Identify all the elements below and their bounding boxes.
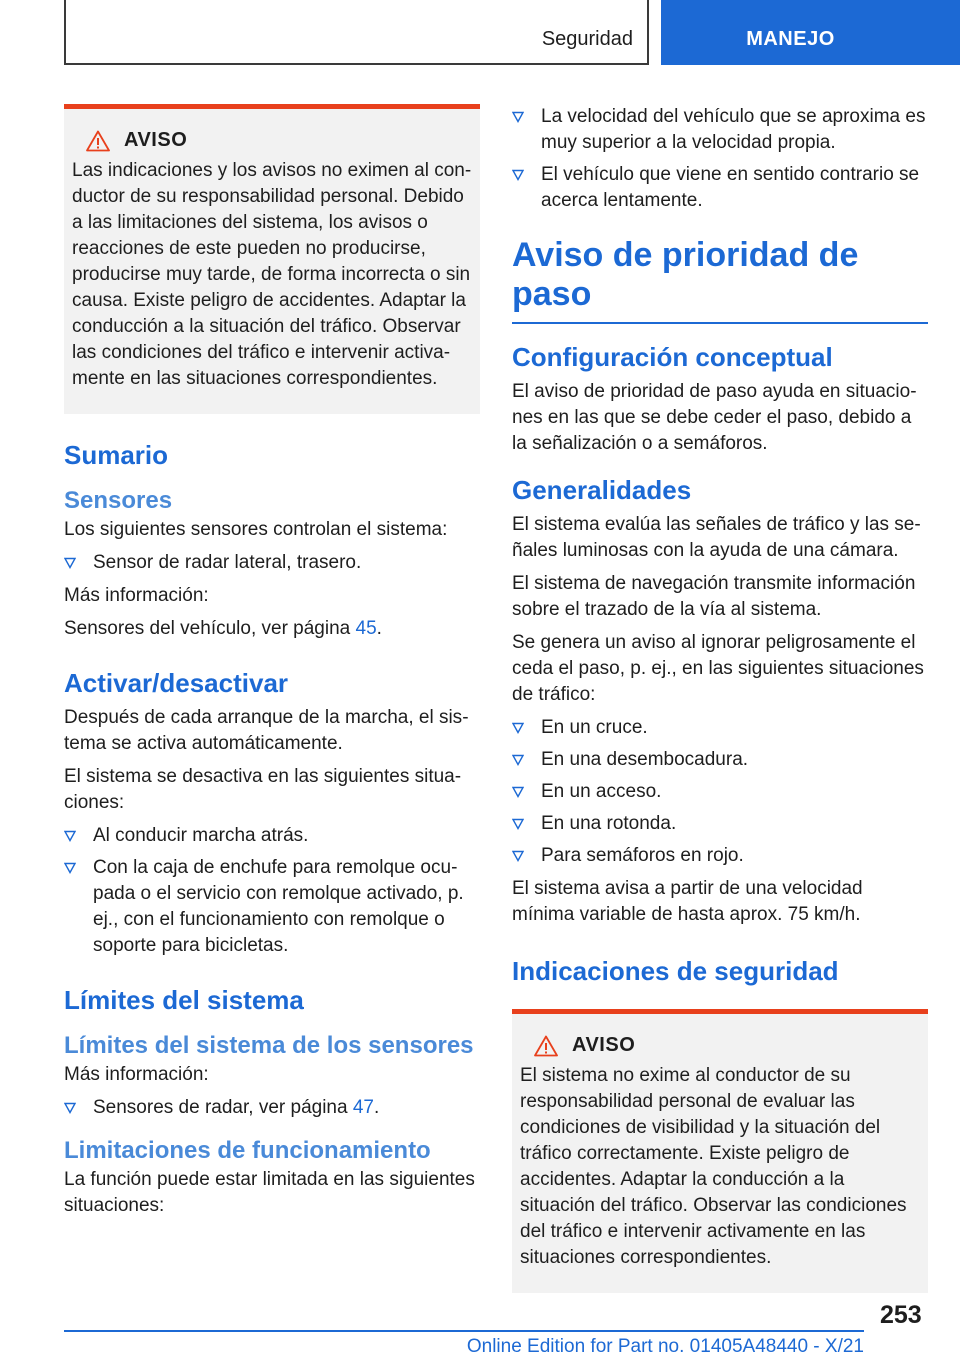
warning-title: AVISO	[572, 1034, 636, 1056]
heading-sumario: Sumario	[64, 440, 169, 470]
activar-p1: Después de cada arranque de la marcha, el sistema se activa automáticamente.	[64, 707, 469, 754]
footer-edition: Online Edition for Part no. 01405A48440 - X/21	[466, 1336, 864, 1357]
bullet-triangle-icon	[512, 111, 524, 123]
list-item: En una desembocadura.	[512, 747, 928, 773]
bullet-triangle-icon	[64, 830, 76, 842]
left-column	[64, 104, 480, 1226]
page-link-45[interactable]: 45	[355, 618, 377, 639]
limites-sensores-list	[64, 1095, 480, 1121]
list-item: En un acceso.	[512, 779, 928, 805]
bullet-triangle-icon	[512, 169, 524, 181]
list-item: Para semáforos en rojo.	[512, 843, 928, 869]
situaciones-list	[512, 715, 928, 869]
list-item: En un cruce.	[512, 715, 928, 741]
right-column	[512, 104, 928, 1293]
heading-aviso-prioridad: Aviso de prioridad de paso	[512, 236, 928, 324]
list-item: Al conducir marcha atrás.	[64, 823, 480, 849]
bullet-triangle-icon	[512, 722, 524, 734]
generalidades-p3: Se genera un aviso al ignorar peligrosamente el ceda el paso, p. ej., en las siguientes situaciones de tráfico:	[512, 632, 924, 705]
sensores-intro: Los siguientes sensores controlan el sistema:	[64, 519, 448, 540]
list-item: El vehículo que viene en sentido contrario se acerca lentamente.	[512, 162, 928, 214]
heading-configuracion: Configuración conceptual	[512, 342, 833, 372]
list-item: Sensores de radar, ver página 47.	[64, 1095, 480, 1121]
bullet-triangle-icon	[512, 754, 524, 766]
heading-sensores: Sensores	[64, 487, 173, 514]
bullet-triangle-icon	[64, 1102, 76, 1114]
header-section-box	[64, 0, 649, 65]
warning-triangle-icon	[86, 130, 110, 152]
footer-divider	[64, 1330, 864, 1332]
bullet-triangle-icon	[512, 786, 524, 798]
warning-triangle-icon	[534, 1035, 558, 1057]
activar-p2: El sistema se desactiva en las siguientes situaciones:	[64, 766, 462, 813]
limitaciones-list	[512, 104, 928, 214]
warning-header	[534, 1034, 920, 1057]
heading-limitaciones: Limitaciones de funcionamiento	[64, 1137, 431, 1164]
bullet-triangle-icon	[512, 850, 524, 862]
list-item: Sensor de radar lateral, trasero.	[64, 550, 480, 576]
list-item: En una rotonda.	[512, 811, 928, 837]
sensores-list	[64, 550, 480, 576]
sensores-reference: Sensores del vehículo, ver página 45.	[64, 618, 382, 639]
list-item: La velocidad del vehículo que se aproxima es muy superior a la velocidad propia.	[512, 104, 928, 156]
bullet-triangle-icon	[512, 818, 524, 830]
activar-list	[64, 823, 480, 959]
warning-box	[512, 1009, 928, 1293]
heading-generalidades: Generalidades	[512, 475, 692, 505]
generalidades-p4: El sistema avisa a partir de una velocidad mínima variable de hasta aprox. 75 km/h.	[512, 878, 863, 925]
list-item: Con la caja de enchufe para remolque ocupada o el servicio con remolque activado, p. ej., con el funcionamiento con remolque o soporte para bicicletas.	[64, 855, 480, 959]
generalidades-p2: El sistema de navegación transmite información sobre el trazado de la vía al sistema.	[512, 573, 916, 620]
warning-header	[86, 129, 472, 152]
more-info-label: Más información:	[64, 585, 209, 606]
warning-title: AVISO	[124, 129, 188, 151]
warning-text: Las indicaciones y los avisos no eximen al conductor de su responsabilidad personal. Debido a las limitaciones del sistema, los avisos o reacciones de este pueden no producirse, producirse muy tarde, de forma incorrecta o sin causa. Existe peligro de accidentes. Adaptar la conducción a la situación del tráfico. Observar las condiciones del tráfico e intervenir activamente en las situaciones correspondientes.	[72, 160, 472, 389]
header-section-title: Seguridad	[541, 28, 633, 50]
limitaciones-intro: La función puede estar limitada en las siguientes situaciones:	[64, 1169, 475, 1216]
heading-limites: Límites del sistema	[64, 985, 304, 1015]
more-info-label: Más información:	[64, 1064, 209, 1085]
header-chapter-tab	[661, 0, 960, 65]
header-chapter-label: MANEJO	[746, 28, 835, 50]
page-number: 253	[880, 1301, 922, 1329]
warning-box	[64, 104, 480, 414]
heading-limites-sensores: Límites del sistema de los sensores	[64, 1032, 474, 1059]
heading-indicaciones-seguridad: Indicaciones de seguridad	[512, 956, 839, 986]
warning-text: El sistema no exime al conductor de su responsabilidad personal de evaluar las condiciones de visibilidad y la situación del tráfico correctamente. Existe peligro de accidentes. Adaptar la conducción a la situación del tráfico. Observar las condiciones del tráfico e intervenir activamente en las situaciones correspondientes.	[520, 1065, 907, 1268]
heading-activar: Activar/desactivar	[64, 668, 289, 698]
page-link-47[interactable]: 47	[352, 1097, 374, 1118]
bullet-triangle-icon	[64, 557, 76, 569]
bullet-triangle-icon	[64, 862, 76, 874]
generalidades-p1: El sistema evalúa las señales de tráfico y las señales luminosas con la ayuda de una cámara.	[512, 514, 921, 561]
configuracion-text: El aviso de prioridad de paso ayuda en situaciones en las que se debe ceder el paso, debido a la señalización o a semáforos.	[512, 381, 917, 454]
